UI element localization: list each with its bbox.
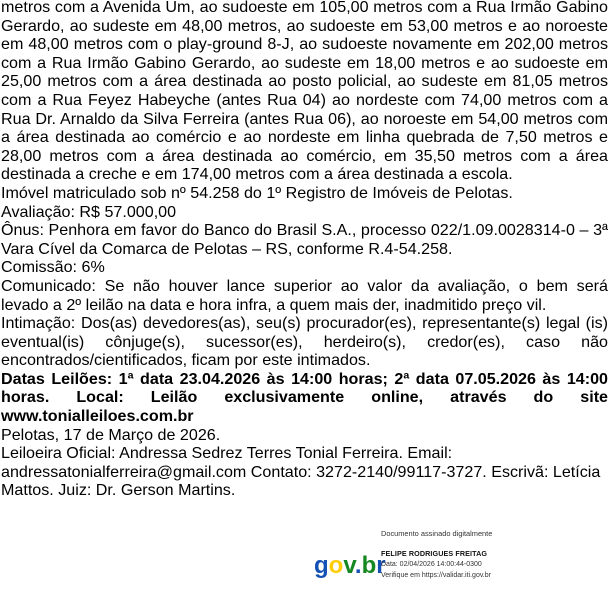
auction-dates-paragraph: Datas Leilões: 1ª data 23.04.2026 às 14:00 horas; 2ª data 07.05.2026 às 14:00 horas. Local: Leilão exclusivamente online, através do site www.tonialleiloes.com.br — [1, 369, 608, 426]
valuation-paragraph: Avaliação: R$ 57.000,00 — [1, 202, 177, 221]
signer-name: FELIPE RODRIGUES FREITAG — [381, 549, 488, 558]
svg-text:gov.br: gov.br — [314, 552, 386, 579]
digital-signature-stamp — [311, 528, 551, 598]
signature-verify-link[interactable]: Verifique em https://validar.iti.gov.br — [381, 572, 491, 579]
signature-date: Data: 02/04/2026 14:00:44-0300 — [381, 561, 482, 568]
property-boundaries-paragraph: metros com a Avenida Um, ao sudoeste em 105,00 metros com a Rua Irmão Gabino Gerardo, ao sudeste em 48,00 metros, ao sudoeste em 53,00 metros e ao noroeste em 48,00 metros com o play-ground 8-J, ao sudoeste novamente em 202,00 metros com a Rua Irmão Gabino Gerardo, ao sudeste em 18,00 metros e ao sudoeste em 25,00 metros com a área destinada ao posto policial, ao sudeste em 81,05 metros com a Rua Feyez Habeyche (antes Rua 04) ao nordeste com 74,00 metros com a Rua Dr. Arnaldo da Silva Ferreira (antes Rua 06), ao noroeste em 54,00 metros com a área destinada ao comércio e ao nordeste em linha quebrada de 7,50 metros e 28,00 metros com a área destinada ao comércio, em 35,50 metros com a área destinada a creche e em 174,00 metros com a área destinada a escola. — [1, 0, 608, 184]
closing-paragraph: Leiloeira Oficial: Andressa Sedrez Terres Tonial Ferreira. Email: andressatonialferreira@gmail.com Contato: 3272-2140/99117-3727. Escrivã: Letícia Mattos. Juiz: Dr. Gerson Martins. — [1, 444, 601, 500]
commission-paragraph: Comissão: 6% — [1, 258, 105, 277]
notice-paragraph: Comunicado: Se não houver lance superior ao valor da avaliação, o bem será levado a 2º leilão na data e hora infra, a quem mais der, inadmitido preço vil. — [1, 276, 608, 314]
registry-paragraph: Imóvel matriculado sob nº 54.258 do 1º Registro de Imóveis de Pelotas. — [1, 183, 513, 202]
signature-header: Documento assinado digitalmente — [381, 529, 493, 538]
summons-paragraph: Intimação: Dos(as) devedores(as), seu(s) procurador(es), representante(s) legal (is) eventual(is) cônjuge(s), sucessor(es), herdeiro(s), credor(es), caso não encontrados/cientificados, ficam por este intimados. — [1, 314, 608, 370]
place-date-paragraph: Pelotas, 17 de Março de 2026. — [1, 425, 221, 444]
govbr-logo-icon — [313, 542, 386, 582]
encumbrance-paragraph: Ônus: Penhora em favor do Banco do Brasil S.A., processo 022/1.09.0028314-0 – 3ª Vara Cível da Comarca de Pelotas – RS, conforme R.4-54.258. — [1, 221, 608, 258]
